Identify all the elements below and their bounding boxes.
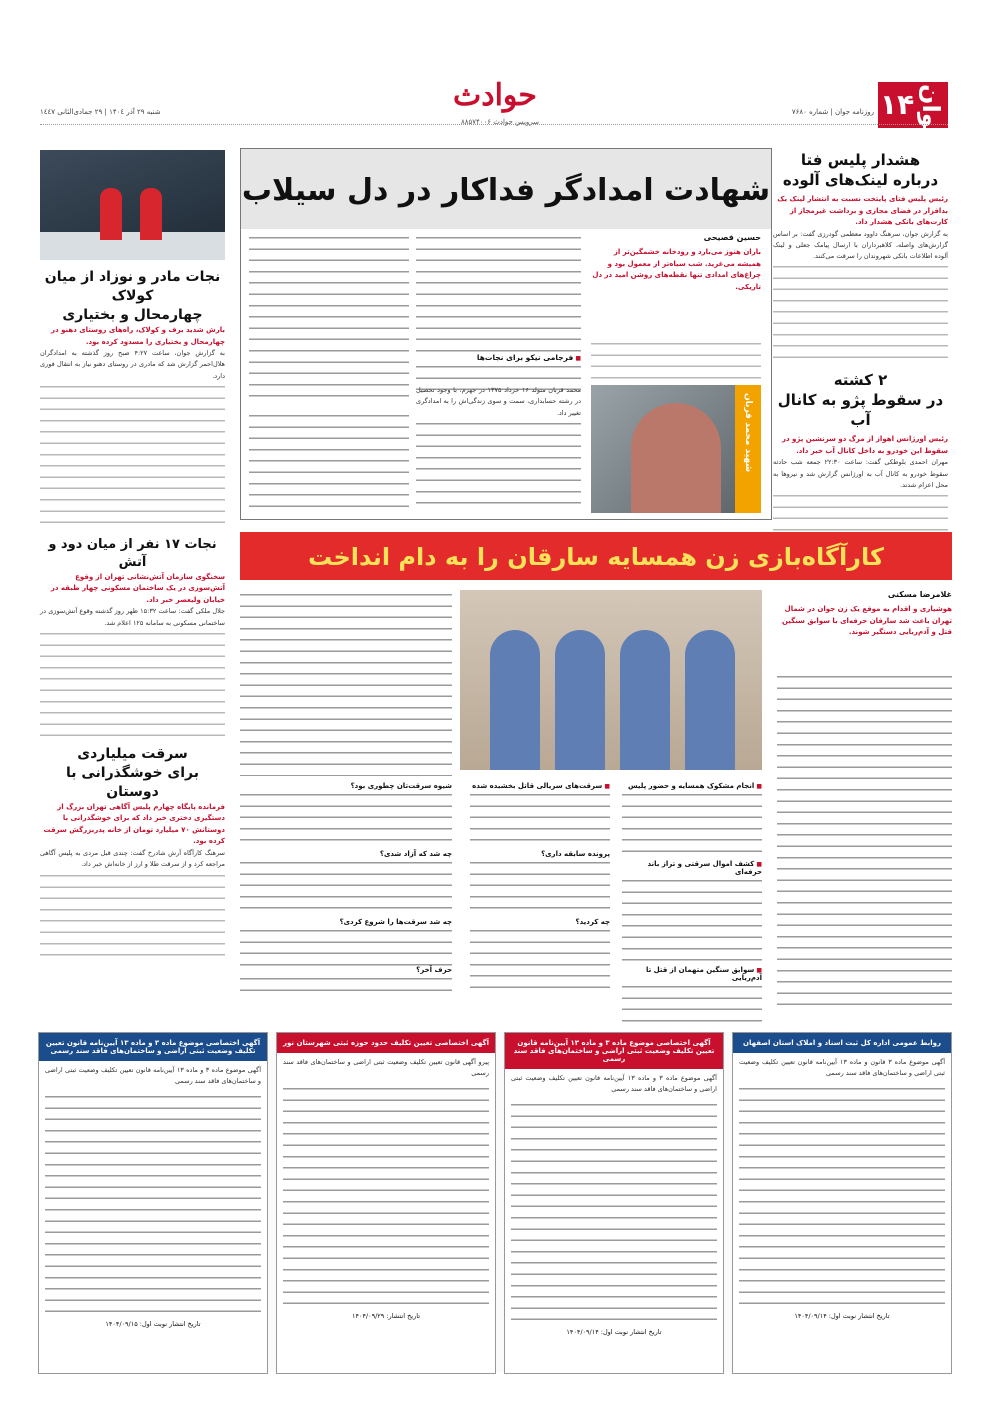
lead-2: سخنگوی سازمان آتش‌نشانی تهران از وقوع آتش‌سوزی در یک ساختمان مسکونی چهار طبقه در خیابان ولیعصر خبر داد. [50,572,225,604]
ad-lines [739,1084,945,1304]
headline-3-sub: برای خوشگذرانی با دوستان [66,764,199,800]
rescuer [100,188,122,240]
body-text-3: سرهنگ کارآگاه آرش شادرخ گفت: چندی قبل مردی به پلیس آگاهی مراجعه کرد و از سرقت طلا و ارز از خانه‌اش خبر داد. [40,848,225,869]
col-left-news [40,150,225,957]
issue-info: روزنامه جوان | شماره ۷۶۸۰ [791,108,874,116]
ad-body: پیرو آگهی قانون تعیین تکلیف وضعیت ثبتی اراضی و ساختمان‌های فاقد سند رسمی [283,1058,489,1078]
lead: بارش شدید برف و کولاک، راه‌های روستای دهنو در چهارمحال و بختیاری را مسدود کرده بود. [51,326,225,346]
body-lines [773,262,948,362]
section-service: سرویس حوادث ۸۸۵۷۴۰۰۶ [460,118,540,126]
ad-3[interactable] [276,1032,496,1374]
byline: غلامرضا مسکنی [887,590,952,599]
top-lead: باران هنوز می‌بارد و رودخانه خشمگین‌تر از همیشه می‌غرید. شب سیاه‌تر از معمول بود و چراغ‌های امدادی تنها نقطه‌های روشن امید در دل تاریکی. [592,248,761,291]
middle-lower-col-2 [470,782,610,996]
ad-lines [511,1100,717,1320]
top-lead-lines [591,339,761,379]
body-lines-2 [40,629,225,739]
middle-col-lines [777,672,952,1012]
ad-footer: تاریخ انتشار نوبت اول: ۱۴۰۴/۰۹/۱۴ [794,1311,890,1320]
col-lines-3 [249,233,409,403]
ad-footer: تاریخ انتشار: ۱۴۰۴/۰۹/۲۹ [351,1311,421,1320]
body-text: به گزارش جوان، سرهنگ داوود معظمی گودرزی گفت: بر اساس گزارش‌های واصله، کلاهبرداران با ارسال پیامک جعلی و لینک آلوده اطلاعات بانکی شهروندان را سرقت می‌کنند. [773,229,948,261]
martyr-photo [591,385,761,513]
top-body-lines [416,419,581,511]
suspect-3 [620,630,670,770]
ad-body: آگهی موضوع ماده ۳ و ماده ۱۳ آیین‌نامه قانون تعیین تکلیف وضعیت ثبتی اراضی و ساختمان‌های فاقد سند رسمی [45,1066,261,1086]
date-line: شنبه ۲۹ آذر ۱۴۰٤ | ۲۹ جمادی‌الثانی ۱٤٤۷ [40,108,161,116]
logo-block[interactable] [878,82,948,146]
subhead: ■ انجام مشکوک همسایه و حضور پلیس [622,782,762,790]
ad-title: آگهی اختصاصی موضوع ماده ۳ و ماده ۱۳ آیین‌نامه قانون تعیین تکلیف وضعیت ثبتی اراضی و ساختمان‌های فاقد سند رسمی [505,1033,723,1069]
lines-3 [470,926,610,996]
top-story [240,148,772,520]
question-3: چه شد سرقت‌ها را شروع کردی؟ [339,918,452,926]
snow-ground [40,232,225,260]
question-4: حرف آخر؟ [416,966,452,974]
headline-2: درباره لینک‌های آلوده [782,171,939,189]
rescue-photo [40,150,225,260]
page-number: ۱۴ [880,88,915,121]
ad-lines [45,1092,261,1312]
ad-lines [283,1084,489,1304]
byline: حسین فصیحی [703,233,761,242]
lines [470,790,610,850]
ad-1[interactable] [732,1032,952,1374]
middle-story [240,532,952,1022]
section-title: حوادث [453,78,537,113]
question-2: چه کردید؟ [575,918,610,926]
lines-4 [240,974,452,996]
body-text-2: جلال ملکی گفت: ساعت ۱۵:۳۲ ظهر روز گذشته وقوع آتش‌سوزی در ساختمانی مسکونی به سامانه ۱۲۵ اعلام شد. [40,607,225,627]
middle-lead: هوشیاری و اقدام به موقع یک زن جوان در شمال تهران باعث شد سارقان حرفه‌ای با سوابق سنگین قتل و آدم‌ربایی دستگیر شوند. [781,605,952,636]
headline-sub: چهارمحال و بختیاری [62,307,203,323]
subhead: ■ سرقت‌های سریالی قاتل بخشیده شده [470,782,610,790]
lines [240,790,452,850]
suspect-4 [685,630,735,770]
headline-4: در سقوط پژو به کانال آب [777,391,944,430]
top-col-2 [416,233,581,394]
body-text: به گزارش جوان، ساعت ۴:۲۷ صبح روز گذشته به امدادگران هلال‌احمر گزارش شد که مادری در روستای دهنو نیاز به انتقال فوری دارد. [40,349,225,380]
photo-caption-band: شهید محمد قربان [735,385,761,513]
body-text-2: مهران احمدی بلوطکی گفت: ساعت ۲۲:۳۰ جمعه شب حادثه سقوط خودرو به کانال آب به اورژانس گزارش شد و نیروها به محل اعزام شدند. [773,458,948,489]
rescuer-2 [140,188,162,240]
ad-footer: تاریخ انتشار نوبت اول: ۱۴۰۴/۰۹/۱۵ [105,1319,201,1328]
lead-2: رئیس اورژانس اهواز از مرگ دو سرنشین پژو در سقوط این خودرو به داخل کانال آب خبر داد. [781,435,948,455]
body-lines [40,382,225,532]
top-body-2: محمد قربان متولد ۱۶ خرداد ۱۳۷۵ در جهرم، با وجود تحصیل در رشته حسابداری، سمت و سوی زندگی‌اش را به امدادگری تغییر داد. [416,386,582,417]
lines-3 [622,982,762,1022]
suspects-photo [460,590,762,770]
ad-4[interactable] [38,1032,268,1374]
col-right-news [773,150,948,563]
logo-text: جوان [917,84,945,146]
masthead-rule [40,124,948,125]
ads-row [40,1032,952,1372]
headline-3: سرقت میلیاردی [77,745,188,762]
headline-2: نجات ۱۷ نفر از میان دود و آتش [48,536,217,570]
ad-title: آگهی اختصاصی موضوع ماده ۳ و ماده ۱۳ آیین‌نامه قانون تعیین تکلیف وضعیت ثبتی اراضی و ساختمان‌های فاقد سند رسمی [39,1033,267,1061]
lines-2 [622,876,762,966]
subhead: ■ فرجامی نیکو برای نجات‌ها [416,353,581,362]
person-silhouette [631,403,721,513]
suspect-2 [555,630,605,770]
lines-2 [240,858,452,918]
subhead-2: ■ کشف اموال سرقتی و تراز باند حرفه‌ای [622,860,762,876]
subhead-3: ■ سوابق سنگین متهمان از قتل تا آدم‌ربایی [622,966,762,982]
ad-footer: تاریخ انتشار نوبت اول: ۱۴۰۴/۰۹/۱۴ [566,1327,662,1336]
top-body-lines-2 [249,411,409,511]
lines-3 [240,926,452,966]
headline-3: ۲ کشته [833,371,888,390]
top-col-3 [249,233,409,403]
ad-title: روابط عمومی اداره کل ثبت اسناد و املاک استان اصفهان [733,1033,951,1053]
ad-body: آگهی موضوع ماده ۳ قانون و ماده ۱۳ آیین‌نامه قانون تعیین تکلیف وضعیت ثبتی اراضی و ساختمان‌های فاقد سند رسمی [739,1058,946,1078]
headline: نجات مادر و نوزاد از میان کولاک [44,269,221,304]
lines-2 [470,858,610,918]
top-headline: شهادت امدادگر فداکار در دل سیلاب [241,173,771,208]
ad-2[interactable] [504,1032,724,1374]
body-lines-3 [40,871,225,957]
question: پرونده سابقه داری؟ [541,850,610,858]
lead-3: فرمانده پایگاه چهارم پلیس آگاهی تهران بزرگ از دستگیری دختری خبر داد که برای خوشگذرانی با دوستانش ۷۰ میلیارد تومان از خانه پدربزرگش سرقت کرده بود. [43,802,225,846]
ad-body: آگهی موضوع ماده ۳ و ماده ۱۳ آیین‌نامه قانون تعیین تکلیف وضعیت ثبتی اراضی و ساختمان‌های فاقد سند رسمی [511,1074,717,1094]
question-2: چه شد که آزاد شدی؟ [379,850,452,858]
question: شیوه سرقت‌تان چطوری بود؟ [350,782,452,790]
col-lines [416,233,581,353]
headline: هشدار پلیس فتا [800,151,921,169]
suspect [490,630,540,770]
middle-col-lines-2 [240,590,452,776]
middle-lower-col-1 [622,782,762,1022]
middle-headline: کارآگاه‌بازی زن همسایه سارقان را به دام انداخت [308,543,884,571]
lead: رئیس پلیس فتای پایتخت نسبت به انتشار لینک یک بدافزار در فضای مجازی و برداشت غیرمجاز از کارت‌های بانکی هشدار داد. [777,195,948,226]
lines [622,790,762,860]
middle-lower-col-3 [240,782,452,996]
ad-title: آگهی اختصاصی تعیین تکلیف حدود حوزه ثبتی شهرستان نور [277,1033,495,1053]
